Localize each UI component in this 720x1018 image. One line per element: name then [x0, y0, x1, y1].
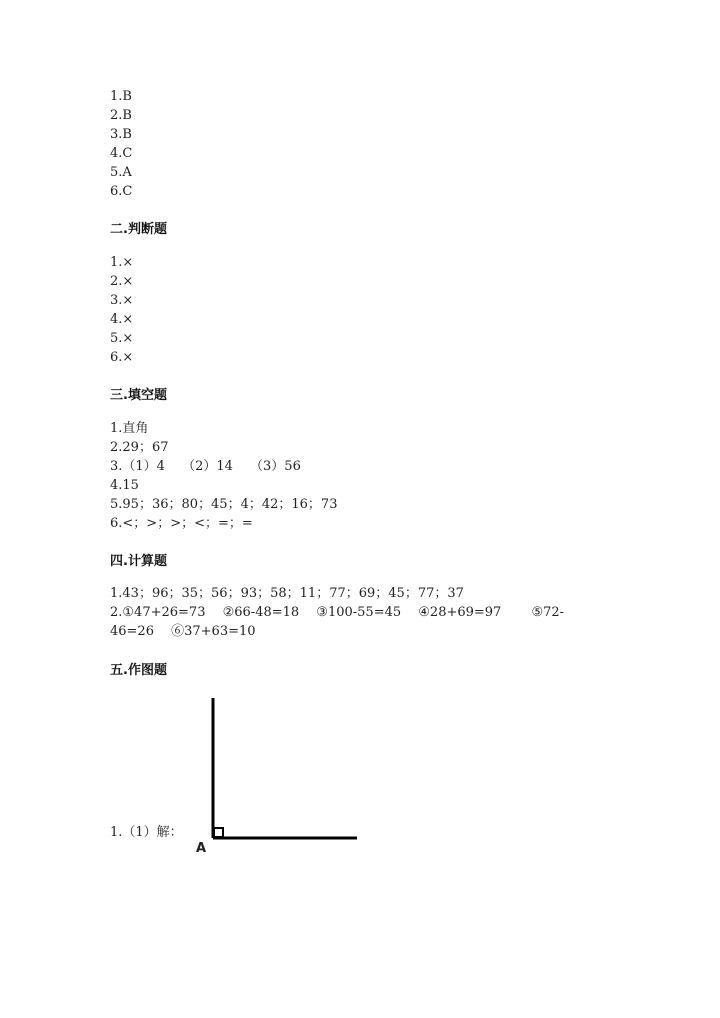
- choice-answer-6: 6.C: [110, 184, 133, 199]
- fill-answer-5: 5.95；36；80；45；4；42；16；73: [110, 497, 338, 512]
- judge-answer-6: 6.×: [110, 350, 134, 365]
- right-angle-figure: [200, 695, 370, 865]
- judge-answer-4: 4.×: [110, 312, 134, 327]
- judge-answer-1: 1.×: [110, 255, 134, 270]
- draw-heading: 五.作图题: [110, 663, 167, 678]
- judge-answer-3: 3.×: [110, 293, 134, 308]
- judge-heading: 二.判断题: [110, 222, 167, 237]
- choice-answer-5: 5.A: [110, 165, 132, 180]
- point-a-label: A: [196, 841, 207, 856]
- choice-answer-1: 1.B: [110, 89, 132, 104]
- draw-answer-prompt: 1.（1）解：: [110, 825, 183, 840]
- right-angle-mark: [214, 828, 223, 837]
- calc-answer-2-line-1: 2.①47+26=73 ②66-48=18 ③100-55=45 ④28+69=97 ⑤72-: [110, 605, 565, 620]
- choice-answer-3: 3.B: [110, 127, 132, 142]
- calc-heading: 四.计算题: [110, 554, 167, 569]
- choice-answer-2: 2.B: [110, 108, 132, 123]
- judge-answer-2: 2.×: [110, 274, 134, 289]
- fill-answer-6: 6.<；>；>；<；=；=: [110, 516, 253, 531]
- fill-answer-1: 1.直角: [110, 421, 149, 436]
- fill-answer-3: 3.（1）4 （2）14 （3）56: [110, 459, 301, 474]
- calc-answer-2-line-2: 46=26 ⑥37+63=10: [110, 624, 256, 639]
- fill-answer-2: 2.29；67: [110, 440, 169, 455]
- fill-answer-4: 4.15: [110, 478, 139, 493]
- calc-answer-1: 1.43；96；35；56；93；58；11；77；69；45；77；37: [110, 586, 464, 601]
- judge-answer-5: 5.×: [110, 331, 134, 346]
- fill-heading: 三.填空题: [110, 388, 167, 403]
- choice-answer-4: 4.C: [110, 146, 133, 161]
